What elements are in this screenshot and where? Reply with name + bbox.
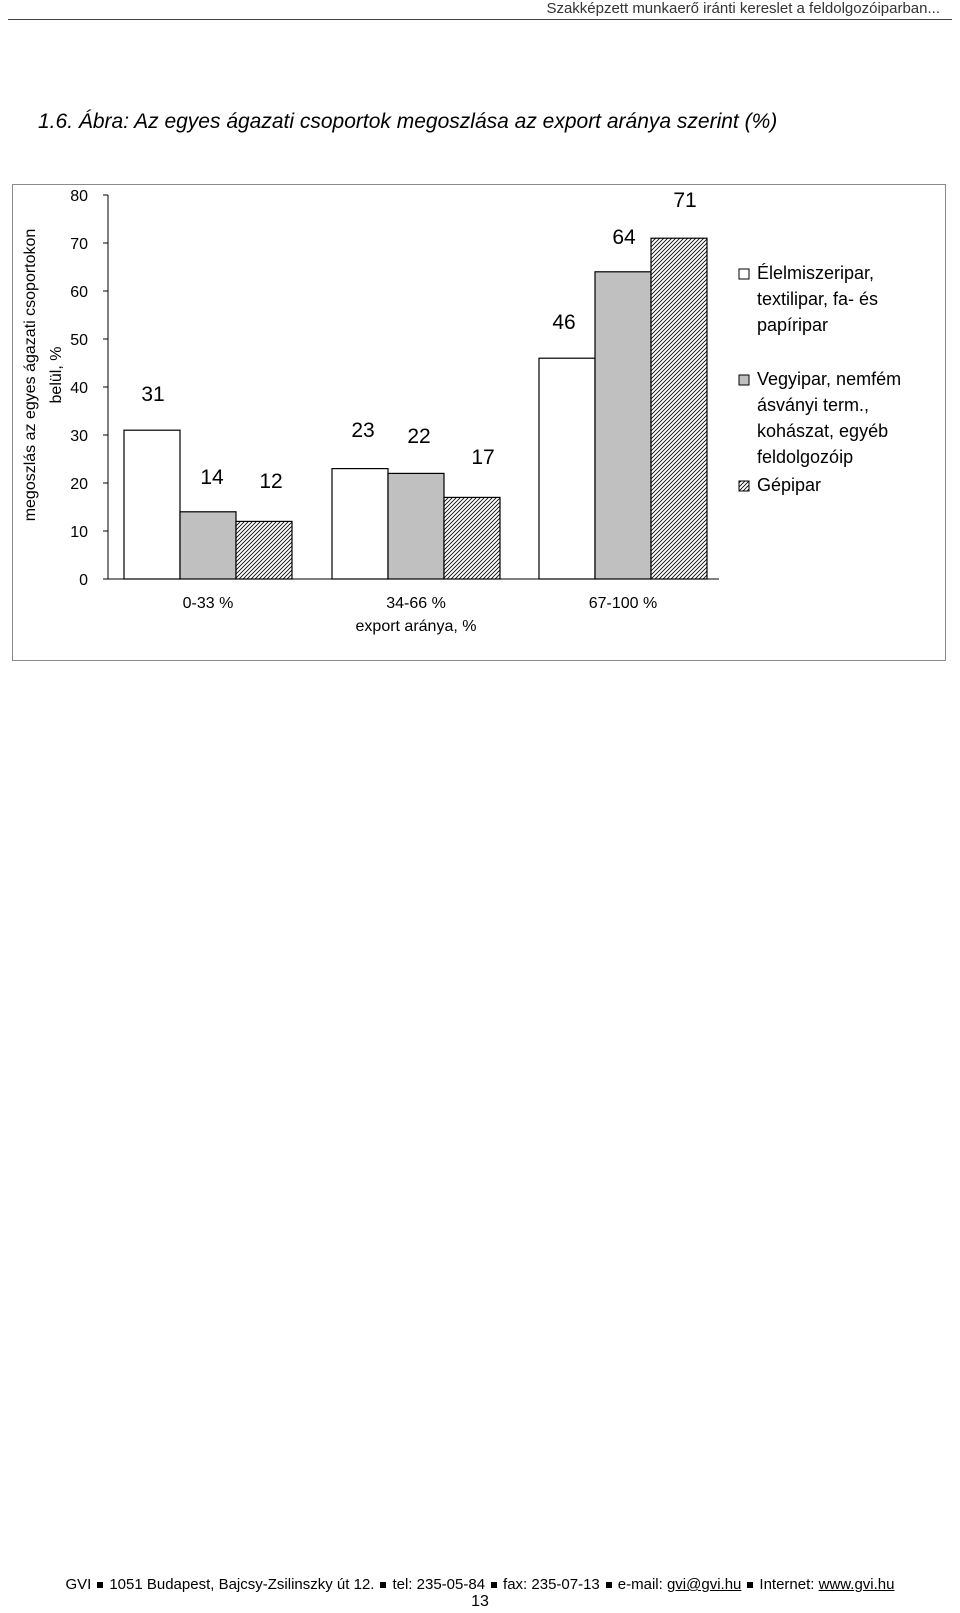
- legend-swatch: [739, 375, 749, 385]
- bar: [539, 358, 595, 579]
- separator-square-icon: [606, 1582, 612, 1588]
- data-label: 23: [351, 419, 375, 442]
- footer-website-link[interactable]: www.gvi.hu: [818, 1576, 895, 1593]
- separator-square-icon: [491, 1582, 497, 1588]
- bar: [332, 469, 388, 579]
- figure-title: 1.6. Ábra: Az egyes ágazati csoportok megoszlása az export aránya szerint (%): [38, 110, 778, 133]
- legend-swatch: [739, 481, 749, 491]
- y-tick-label: 60: [70, 284, 88, 301]
- data-label: 14: [200, 466, 224, 489]
- legend-label: Élelmiszeripar,: [757, 263, 875, 283]
- x-category-label: 67-100 %: [588, 595, 658, 612]
- bar: [236, 521, 292, 579]
- bar: [444, 497, 500, 579]
- y-axis-title: belül, %: [48, 346, 65, 404]
- footer-email-link[interactable]: gvi@gvi.hu: [666, 1576, 742, 1593]
- footer-internet-label: Internet:: [759, 1576, 815, 1593]
- data-label: 22: [407, 425, 431, 448]
- legend-label: feldolgozóip: [757, 447, 854, 467]
- y-tick-label: 70: [70, 236, 88, 253]
- separator-square-icon: [97, 1582, 103, 1588]
- data-label: 46: [552, 311, 576, 334]
- y-tick-label: 40: [70, 380, 88, 397]
- footer-contact: [0, 1576, 960, 1593]
- data-label: 31: [141, 383, 165, 406]
- header-rule: [8, 19, 952, 20]
- y-tick-label: 0: [79, 572, 88, 589]
- footer-email-label: e-mail:: [617, 1576, 663, 1593]
- footer-org: GVI: [65, 1576, 92, 1593]
- bar: [388, 473, 444, 579]
- separator-square-icon: [380, 1582, 386, 1588]
- chart-frame: [12, 184, 946, 661]
- bar: [595, 272, 651, 579]
- data-label: 64: [612, 226, 636, 249]
- separator-square-icon: [747, 1582, 753, 1588]
- data-label: 17: [471, 446, 495, 469]
- y-tick-label: 20: [70, 476, 88, 493]
- data-label: 12: [259, 470, 283, 493]
- x-axis-title: export aránya, %: [355, 618, 477, 635]
- legend-label: Vegyipar, nemfém: [757, 369, 902, 389]
- legend-label: papíripar: [757, 315, 829, 335]
- legend-label: textilipar, fa- és: [757, 289, 879, 309]
- bar: [651, 238, 707, 579]
- legend-label: ásványi term.,: [757, 395, 870, 415]
- bar-chart: [13, 185, 945, 660]
- bar: [180, 512, 236, 579]
- running-header: Szakképzett munkaerő iránti kereslet a feldolgozóiparban...: [546, 0, 940, 17]
- y-tick-label: 10: [70, 524, 88, 541]
- y-tick-label: 80: [70, 188, 88, 205]
- legend-label: kohászat, egyéb: [757, 421, 889, 441]
- footer-tel: tel: 235-05-84: [392, 1576, 486, 1593]
- y-axis-title: megoszlás az egyes ágazati csoportokon: [22, 228, 39, 522]
- page-number: 13: [471, 1593, 489, 1610]
- y-tick-label: 50: [70, 332, 88, 349]
- data-label: 71: [673, 189, 697, 212]
- legend-swatch: [739, 269, 749, 279]
- footer-fax: fax: 235-07-13: [503, 1576, 600, 1593]
- legend-label: Gépipar: [757, 475, 822, 495]
- footer-address: 1051 Budapest, Bajcsy-Zsilinszky út 12.: [109, 1576, 375, 1593]
- y-tick-label: 30: [70, 428, 88, 445]
- bar: [124, 430, 180, 579]
- x-category-label: 34-66 %: [386, 595, 446, 612]
- x-category-label: 0-33 %: [182, 595, 234, 612]
